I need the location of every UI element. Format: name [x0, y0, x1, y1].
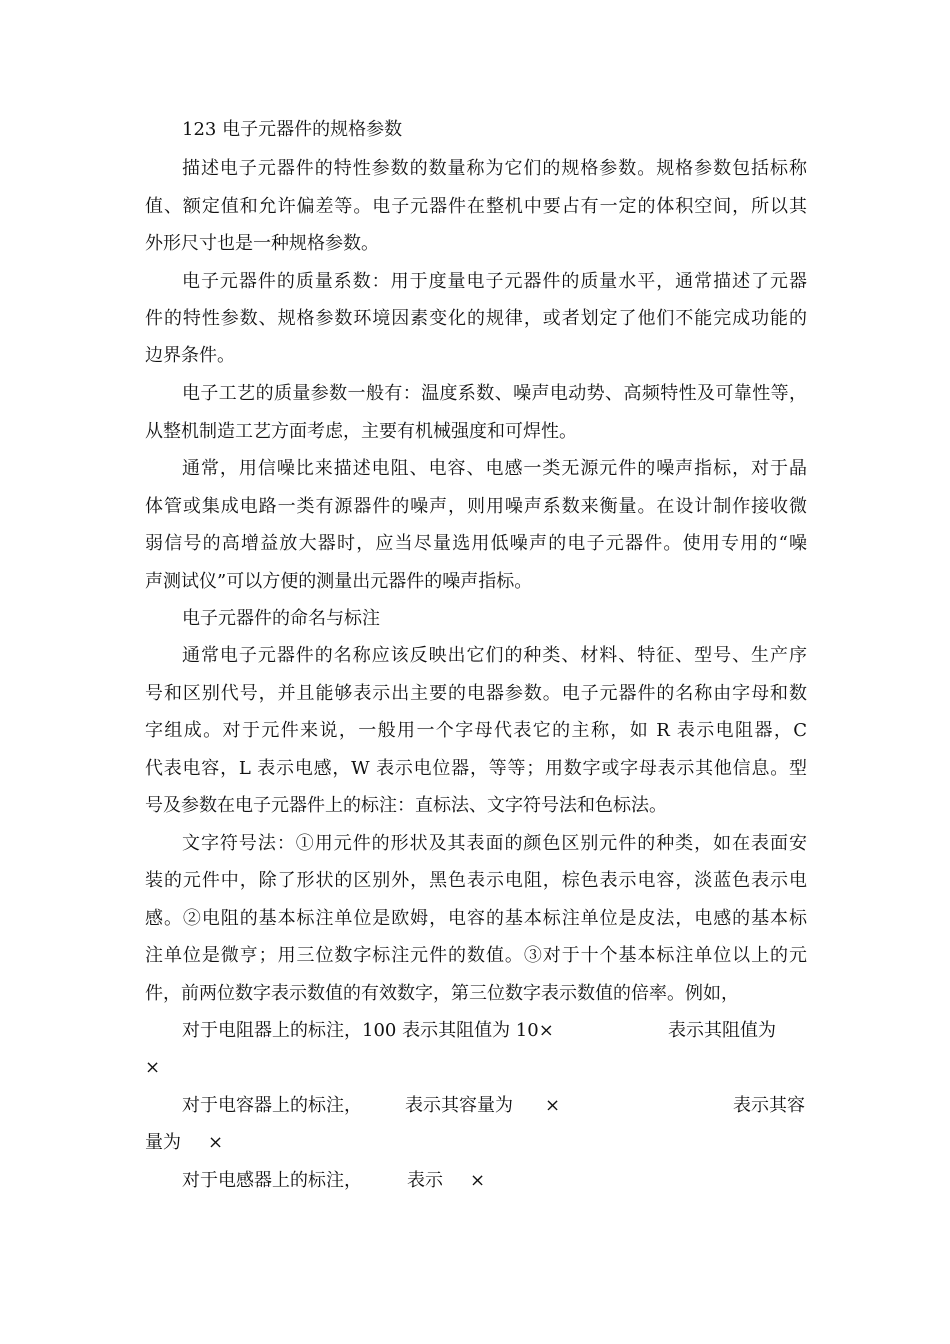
- resistor-example-part2: 表示其阻值为: [668, 1020, 776, 1041]
- paragraph-line: 边界条件。: [145, 345, 235, 366]
- resistor-example-part1: 对于电阻器上的标注，100 表示其阻值为 10×: [182, 1020, 554, 1041]
- paragraph-line: 件的特性参数、规格参数环境因素变化的规律，或者划定了他们不能完成功能的: [145, 308, 807, 329]
- paragraph-line: 电子元器件的质量系数：用于度量电子元器件的质量水平，通常描述了元器: [182, 271, 807, 292]
- paragraph-line: 件，前两位数字表示数值的有效数字，第三位数字表示数值的倍率。例如，: [145, 983, 739, 1004]
- paragraph-line: 号及参数在电子元器件上的标注：直标法、文字符号法和色标法。: [145, 795, 667, 816]
- paragraph-line: 描述电子元器件的特性参数的数量称为它们的规格参数。规格参数包括标称: [182, 158, 807, 179]
- capacitor-example-part1: 对于电容器上的标注，: [182, 1095, 362, 1116]
- paragraph-line: 外形尺寸也是一种规格参数。: [145, 233, 379, 254]
- paragraph-line: 感。②电阻的基本标注单位是欧姆，电容的基本标注单位是皮法，电感的基本标: [145, 908, 807, 929]
- paragraph-line: 装的元件中，除了形状的区别外，黑色表示电阻，棕色表示电容，淡蓝色表示电: [145, 870, 807, 891]
- section-heading-specs: 123 电子元器件的规格参数: [182, 119, 403, 140]
- paragraph-line: 字组成。对于元件来说，一般用一个字母代表它的主称，如 R 表示电阻器，C: [145, 720, 807, 741]
- paragraph-line: 从整机制造工艺方面考虑，主要有机械强度和可焊性。: [145, 421, 577, 442]
- paragraph-line: 弱信号的高增益放大器时，应当尽量选用低噪声的电子元器件。使用专用的“噪: [145, 533, 807, 554]
- section-heading-naming: 电子元器件的命名与标注: [182, 608, 380, 629]
- paragraph-line: 文字符号法：①用元件的形状及其表面的颜色区别元件的种类，如在表面安: [182, 833, 807, 854]
- capacitor-example-part4: 表示其容: [733, 1095, 805, 1116]
- capacitor-example-part6: ×: [208, 1132, 224, 1153]
- resistor-example-part3: ×: [145, 1057, 161, 1078]
- capacitor-example-part5: 量为: [145, 1132, 181, 1153]
- paragraph-line: 号和区别代号，并且能够表示出主要的电器参数。电子元器件的名称由字母和数: [145, 683, 807, 704]
- paragraph-line: 声测试仪”可以方便的测量出元器件的噪声指标。: [145, 571, 533, 592]
- paragraph-line: 注单位是微亨；用三位数字标注元件的数值。③对于十个基本标注单位以上的元: [145, 945, 807, 966]
- capacitor-example-part3: ×: [545, 1095, 561, 1116]
- paragraph-line: 通常电子元器件的名称应该反映出它们的种类、材料、特征、型号、生产序: [182, 645, 807, 666]
- paragraph-line: 通常，用信噪比来描述电阻、电容、电感一类无源元件的噪声指标，对于晶: [182, 458, 807, 479]
- paragraph-line: 体管或集成电路一类有源器件的噪声，则用噪声系数来衡量。在设计制作接收微: [145, 496, 807, 517]
- inductor-example-part2: 表示: [407, 1170, 443, 1191]
- inductor-example-part3: ×: [470, 1170, 486, 1191]
- capacitor-example-part2: 表示其容量为: [405, 1095, 513, 1116]
- inductor-example-part1: 对于电感器上的标注，: [182, 1170, 362, 1191]
- paragraph-line: 值、额定值和允许偏差等。电子元器件在整机中要占有一定的体积空间，所以其: [145, 196, 807, 217]
- paragraph-line: 代表电容，L 表示电感，W 表示电位器，等等；用数字或字母表示其他信息。型: [145, 758, 807, 779]
- paragraph-line: 电子工艺的质量参数一般有：温度系数、噪声电动势、高频特性及可靠性等，: [182, 383, 807, 404]
